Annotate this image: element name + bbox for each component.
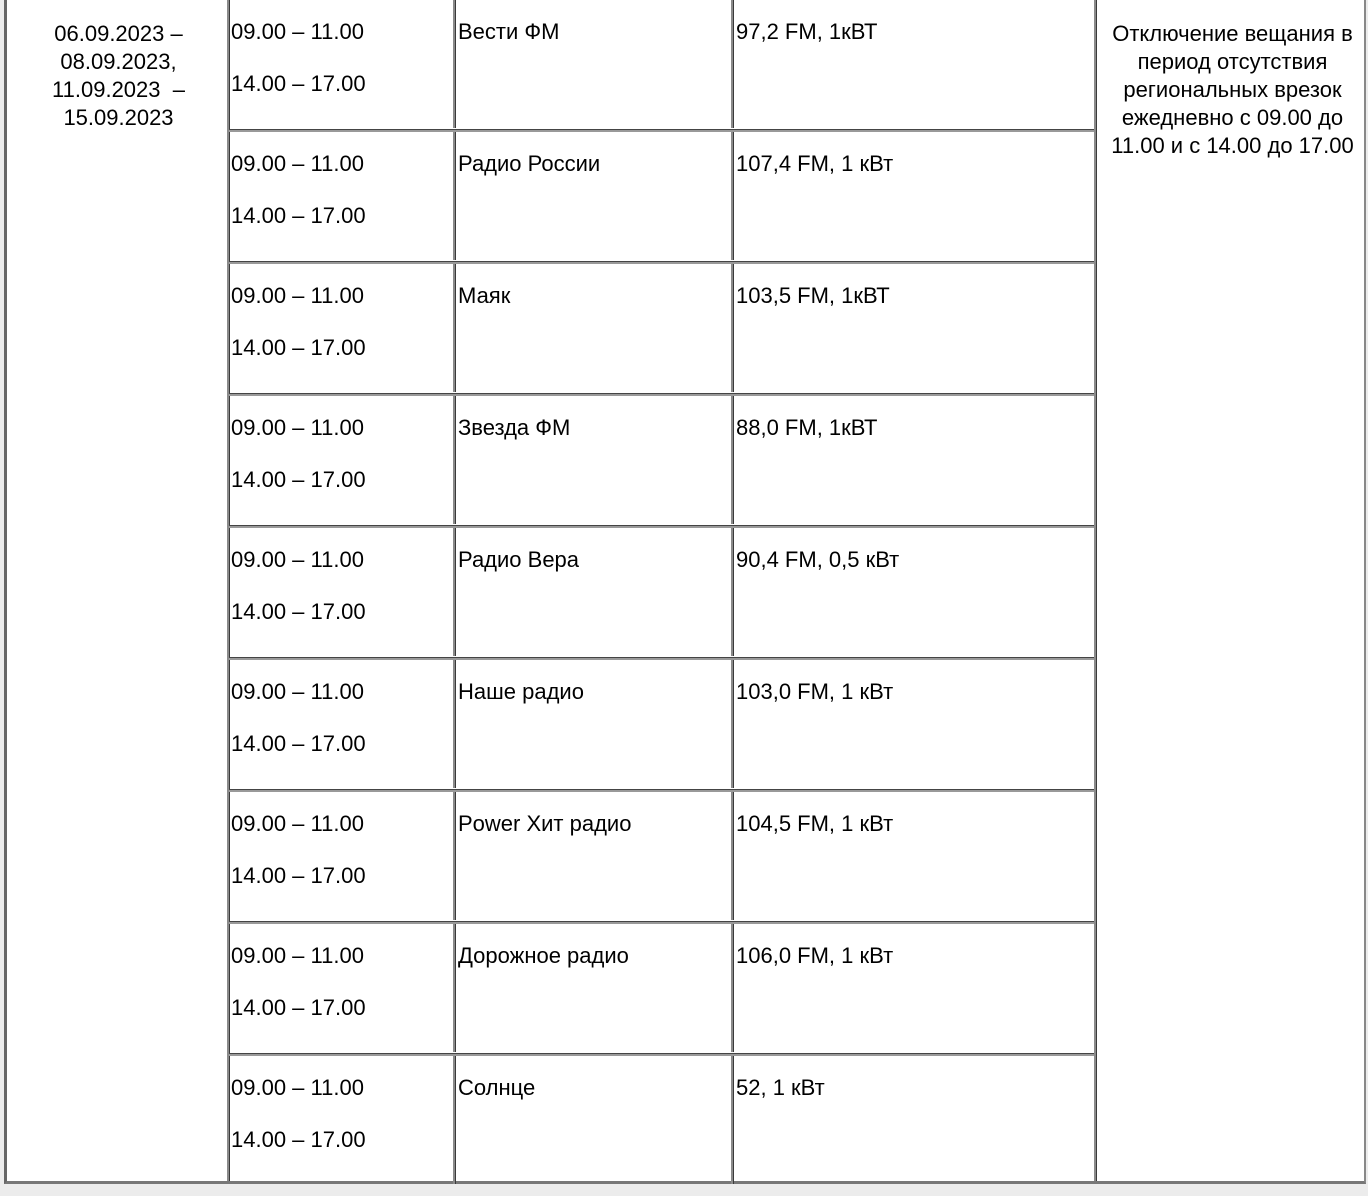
cell-divider [453, 132, 456, 260]
time-end: 14.00 – 17.00 [231, 863, 366, 888]
row-divider [229, 789, 1094, 792]
time-end: 14.00 – 17.00 [231, 995, 366, 1020]
row-divider [229, 921, 1094, 924]
frequency: 104,5 FM, 1 кВт [736, 811, 894, 836]
frequency: 107,4 FM, 1 кВт [736, 151, 894, 176]
frequency: 97,2 FM, 1кВТ [736, 19, 878, 44]
period-cell [7, 0, 230, 132]
station-name: Наше радио [458, 679, 584, 704]
cell-divider [453, 396, 456, 524]
time-start: 09.00 – 11.00 [231, 415, 364, 440]
cell-divider [731, 660, 734, 788]
note-cell: Отключение вещания в период отсутствия региональных врезок ежедневно с 09.00 до 11.00 и с 14.00 до 17.00 [1111, 21, 1354, 158]
period-line: 11.09.2023 – [52, 77, 185, 102]
station-name: Power Хит радио [458, 811, 632, 836]
time-end: 14.00 – 17.00 [231, 71, 366, 96]
time-end: 14.00 – 17.00 [231, 599, 366, 624]
cell-divider [731, 924, 734, 1052]
row-divider [229, 657, 1094, 660]
station-name: Вести ФМ [458, 19, 560, 44]
cell-divider [731, 0, 734, 128]
station-name: Радио Вера [458, 547, 580, 572]
cell-divider [731, 132, 734, 260]
cell-divider [731, 1056, 734, 1184]
row-divider [229, 129, 1094, 132]
time-start: 09.00 – 11.00 [231, 283, 364, 308]
cell-divider [731, 264, 734, 392]
time-end: 14.00 – 17.00 [231, 203, 366, 228]
time-start: 09.00 – 11.00 [231, 19, 364, 44]
time-start: 09.00 – 11.00 [231, 811, 364, 836]
row-divider [229, 525, 1094, 528]
station-name: Дорожное радио [458, 943, 629, 968]
frequency: 103,5 FM, 1кВТ [736, 283, 890, 308]
time-end: 14.00 – 17.00 [231, 1127, 366, 1152]
frequency: 88,0 FM, 1кВТ [736, 415, 878, 440]
frequency: 106,0 FM, 1 кВт [736, 943, 894, 968]
station-name: Звезда ФМ [458, 415, 571, 440]
time-end: 14.00 – 17.00 [231, 731, 366, 756]
column-divider [1094, 0, 1097, 1181]
time-end: 14.00 – 17.00 [231, 467, 366, 492]
station-name: Солнце [458, 1075, 536, 1100]
cell-divider [453, 792, 456, 920]
cell-divider [731, 792, 734, 920]
time-start: 09.00 – 11.00 [231, 943, 364, 968]
row-divider [229, 261, 1094, 264]
time-start: 09.00 – 11.00 [231, 1075, 364, 1100]
row-divider [229, 393, 1094, 396]
column-divider [227, 0, 230, 1181]
cell-divider [453, 1056, 456, 1184]
time-end: 14.00 – 17.00 [231, 335, 366, 360]
frequency: 103,0 FM, 1 кВт [736, 679, 894, 704]
time-start: 09.00 – 11.00 [231, 679, 364, 704]
period-line: 06.09.2023 – [54, 21, 183, 46]
row-divider [229, 1053, 1094, 1056]
period-line: 15.09.2023 [63, 105, 174, 130]
time-start: 09.00 – 11.00 [231, 547, 364, 572]
station-name: Маяк [458, 283, 511, 308]
cell-divider [731, 396, 734, 524]
cell-divider [453, 924, 456, 1052]
cell-divider [731, 528, 734, 656]
period-line: 08.09.2023, [60, 49, 177, 74]
cell-divider [453, 264, 456, 392]
cell-divider [453, 0, 456, 128]
station-name: Радио России [458, 151, 601, 176]
time-start: 09.00 – 11.00 [231, 151, 364, 176]
frequency: 52, 1 кВт [736, 1075, 825, 1100]
schedule-table [4, 0, 1366, 1184]
cell-divider [453, 660, 456, 788]
cell-divider [453, 528, 456, 656]
frequency: 90,4 FM, 0,5 кВт [736, 547, 900, 572]
